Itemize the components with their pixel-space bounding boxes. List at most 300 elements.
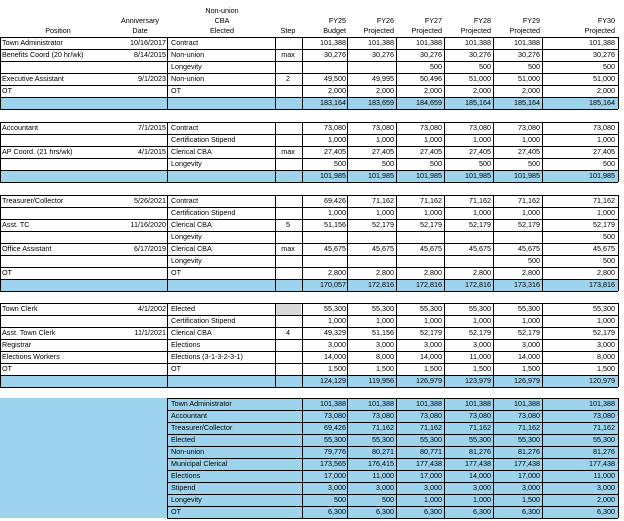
- fy26-summary-cell[interactable]: 101,388: [368, 399, 394, 408]
- position-cell[interactable]: [2, 158, 114, 170]
- fy30-cell[interactable]: 101,388: [589, 38, 615, 47]
- position-cell[interactable]: Accountant: [2, 123, 38, 132]
- position-cell[interactable]: Office Assistant: [2, 244, 52, 253]
- position-cell[interactable]: [2, 61, 114, 73]
- fy28-summary-cell[interactable]: 81,276: [469, 447, 491, 456]
- fy27-total-cell[interactable]: 126,979: [416, 376, 442, 385]
- fy28-cell[interactable]: 51,000: [469, 74, 491, 83]
- step-cell[interactable]: 4: [286, 328, 290, 337]
- step-cell[interactable]: [276, 37, 300, 49]
- fy27-cell[interactable]: 500: [430, 62, 442, 71]
- cba-type-cell[interactable]: Longevity: [171, 232, 202, 241]
- anniversary-date-cell[interactable]: 9/1/2023: [138, 74, 166, 83]
- position-cell[interactable]: OT: [2, 86, 12, 95]
- fy30-cell[interactable]: 71,162: [593, 196, 615, 205]
- cba-type-cell[interactable]: Contract: [171, 123, 199, 132]
- fy26-summary-cell[interactable]: 71,162: [372, 423, 394, 432]
- fy29-cell[interactable]: 2,000: [522, 86, 540, 95]
- fy28-cell[interactable]: 2,800: [473, 268, 491, 277]
- fy27-cell[interactable]: 73,080: [420, 123, 442, 132]
- fy28-cell[interactable]: 1,000: [473, 135, 491, 144]
- cba-type-cell[interactable]: Elections (3-1-3-2-3-1): [171, 352, 243, 361]
- anniversary-date-cell[interactable]: [114, 207, 166, 219]
- position-cell[interactable]: Executive Assistant: [2, 74, 64, 83]
- fy30-cell[interactable]: 500: [603, 232, 615, 241]
- anniversary-date-cell[interactable]: [114, 315, 166, 327]
- step-cell[interactable]: [276, 85, 300, 97]
- step-cell[interactable]: [276, 339, 300, 351]
- fy29-cell[interactable]: 500: [528, 62, 540, 71]
- fy30-cell[interactable]: 51,000: [593, 74, 615, 83]
- anniversary-date-cell[interactable]: [114, 339, 166, 351]
- position-cell[interactable]: [2, 255, 114, 267]
- fy27-summary-cell[interactable]: 6,300: [424, 507, 442, 516]
- fy29-cell[interactable]: 1,500: [522, 364, 540, 373]
- step-cell[interactable]: 5: [286, 220, 290, 229]
- cba-type-cell[interactable]: Clerical CBA: [171, 147, 212, 156]
- fy30-summary-cell[interactable]: 71,162: [593, 423, 615, 432]
- cba-type-cell[interactable]: Contract: [171, 196, 199, 205]
- fy26-summary-cell[interactable]: 11,000: [372, 471, 394, 480]
- fy30-cell[interactable]: 1,000: [597, 208, 615, 217]
- fy27-total-cell[interactable]: 101,985: [416, 171, 442, 180]
- fy30-cell[interactable]: 52,179: [593, 328, 615, 337]
- fy27-cell[interactable]: 3,000: [424, 340, 442, 349]
- fy25-cell[interactable]: 73,080: [324, 123, 346, 132]
- anniversary-date-cell[interactable]: [114, 158, 166, 170]
- fy26-cell[interactable]: [349, 231, 394, 243]
- fy30-cell[interactable]: 73,080: [593, 123, 615, 132]
- fy27-cell[interactable]: 1,000: [424, 208, 442, 217]
- fy28-cell[interactable]: 52,179: [469, 328, 491, 337]
- fy29-total-cell[interactable]: 126,979: [514, 376, 540, 385]
- fy26-cell[interactable]: 30,276: [372, 50, 394, 59]
- fy28-cell[interactable]: 45,675: [469, 244, 491, 253]
- fy28-cell[interactable]: 73,080: [469, 123, 491, 132]
- fy30-cell[interactable]: 1,500: [597, 364, 615, 373]
- fy25-total-cell[interactable]: 183,164: [320, 98, 346, 107]
- anniversary-date-cell[interactable]: 6/17/2019: [134, 244, 166, 253]
- step-cell[interactable]: [276, 195, 300, 207]
- fy25-cell[interactable]: 1,500: [328, 364, 346, 373]
- step-cell[interactable]: 2: [286, 74, 290, 83]
- fy29-summary-cell[interactable]: 71,162: [518, 423, 540, 432]
- fy25-cell[interactable]: [304, 255, 346, 267]
- fy26-cell[interactable]: 73,080: [372, 123, 394, 132]
- position-cell[interactable]: OT: [2, 268, 12, 277]
- fy26-total-cell[interactable]: 101,985: [368, 171, 394, 180]
- fy30-cell[interactable]: 500: [603, 256, 615, 265]
- fy27-cell[interactable]: 30,276: [420, 50, 442, 59]
- fy28-summary-cell[interactable]: 71,162: [469, 423, 491, 432]
- fy27-cell[interactable]: 1,000: [424, 316, 442, 325]
- anniversary-date-cell[interactable]: [114, 351, 166, 363]
- anniversary-date-cell[interactable]: 11/16/2020: [130, 220, 166, 229]
- fy27-cell[interactable]: 50,496: [420, 74, 442, 83]
- fy25-total-cell[interactable]: 170,057: [320, 280, 346, 289]
- summary-label-cell[interactable]: Elected: [171, 435, 195, 444]
- fy30-summary-cell[interactable]: 101,388: [589, 399, 615, 408]
- anniversary-date-cell[interactable]: 11/1/2021: [134, 328, 166, 337]
- fy27-summary-cell[interactable]: 101,388: [416, 399, 442, 408]
- fy29-cell[interactable]: 500: [528, 159, 540, 168]
- fy28-cell[interactable]: 500: [479, 159, 491, 168]
- fy25-summary-cell[interactable]: 79,776: [324, 447, 346, 456]
- fy26-cell[interactable]: 500: [382, 159, 394, 168]
- anniversary-date-cell[interactable]: [114, 85, 166, 97]
- fy28-cell[interactable]: [445, 255, 491, 267]
- fy30-total-cell[interactable]: 101,985: [589, 171, 615, 180]
- fy29-cell[interactable]: [494, 231, 540, 243]
- fy25-cell[interactable]: 51,156: [324, 220, 346, 229]
- step-cell[interactable]: max: [281, 50, 295, 59]
- fy27-cell[interactable]: 1,000: [424, 135, 442, 144]
- fy29-cell[interactable]: 101,388: [514, 38, 540, 47]
- fy25-cell[interactable]: 27,405: [324, 147, 346, 156]
- fy30-total-cell[interactable]: 185,164: [589, 98, 615, 107]
- fy29-cell[interactable]: 45,675: [518, 244, 540, 253]
- fy30-summary-cell[interactable]: 73,080: [593, 411, 615, 420]
- fy26-cell[interactable]: 2,800: [376, 268, 394, 277]
- fy29-summary-cell[interactable]: 1,500: [522, 495, 540, 504]
- fy28-cell[interactable]: 500: [479, 62, 491, 71]
- fy30-total-cell[interactable]: 173,816: [589, 280, 615, 289]
- fy26-cell[interactable]: 1,500: [376, 364, 394, 373]
- cba-type-cell[interactable]: Certification Stipend: [171, 316, 236, 325]
- fy26-total-cell[interactable]: 172,816: [368, 280, 394, 289]
- fy28-cell[interactable]: 3,000: [473, 340, 491, 349]
- step-cell[interactable]: [276, 315, 300, 327]
- fy28-summary-cell[interactable]: 101,388: [465, 399, 491, 408]
- position-cell[interactable]: OT: [2, 364, 12, 373]
- fy26-cell[interactable]: 3,000: [376, 340, 394, 349]
- fy25-cell[interactable]: 1,000: [328, 135, 346, 144]
- position-cell[interactable]: Elections Workers: [2, 352, 60, 361]
- fy29-cell[interactable]: 1,000: [522, 208, 540, 217]
- fy26-summary-cell[interactable]: 55,300: [372, 435, 394, 444]
- fy26-summary-cell[interactable]: 500: [382, 495, 394, 504]
- fy26-cell[interactable]: 1,000: [376, 135, 394, 144]
- fy30-summary-cell[interactable]: 177,438: [589, 459, 615, 468]
- fy29-cell[interactable]: 52,179: [518, 328, 540, 337]
- cba-type-cell[interactable]: Longevity: [171, 62, 202, 71]
- fy26-summary-cell[interactable]: 3,000: [376, 483, 394, 492]
- cba-type-cell[interactable]: Non-union: [171, 74, 205, 83]
- cba-type-cell[interactable]: Elections: [171, 340, 201, 349]
- fy25-cell[interactable]: 49,329: [324, 328, 346, 337]
- fy28-summary-cell[interactable]: 14,000: [469, 471, 491, 480]
- fy30-cell[interactable]: 500: [603, 159, 615, 168]
- cba-type-cell[interactable]: Non-union: [171, 50, 205, 59]
- fy29-summary-cell[interactable]: 73,080: [518, 411, 540, 420]
- fy25-cell[interactable]: 55,300: [324, 304, 346, 313]
- fy28-cell[interactable]: 55,300: [469, 304, 491, 313]
- fy25-cell[interactable]: 1,000: [328, 316, 346, 325]
- fy25-cell[interactable]: 1,000: [328, 208, 346, 217]
- fy25-summary-cell[interactable]: 55,300: [324, 435, 346, 444]
- step-cell[interactable]: [276, 122, 300, 134]
- cba-type-cell[interactable]: OT: [171, 86, 181, 95]
- fy30-cell[interactable]: 8,000: [597, 352, 615, 361]
- fy27-summary-cell[interactable]: 17,000: [420, 471, 442, 480]
- fy28-summary-cell[interactable]: 6,300: [473, 507, 491, 516]
- fy28-cell[interactable]: 1,000: [473, 316, 491, 325]
- fy25-summary-cell[interactable]: 101,388: [320, 399, 346, 408]
- cba-type-cell[interactable]: OT: [171, 364, 181, 373]
- fy25-summary-cell[interactable]: 69,426: [324, 423, 346, 432]
- fy26-cell[interactable]: 55,300: [372, 304, 394, 313]
- fy30-cell[interactable]: 500: [603, 62, 615, 71]
- fy25-summary-cell[interactable]: 6,300: [328, 507, 346, 516]
- fy29-cell[interactable]: 1,000: [522, 135, 540, 144]
- fy29-cell[interactable]: 500: [528, 256, 540, 265]
- fy30-cell[interactable]: 55,300: [593, 304, 615, 313]
- summary-label-cell[interactable]: OT: [171, 507, 181, 516]
- fy29-summary-cell[interactable]: 81,276: [518, 447, 540, 456]
- fy27-summary-cell[interactable]: 1,000: [424, 495, 442, 504]
- fy29-total-cell[interactable]: 101,985: [514, 171, 540, 180]
- fy27-total-cell[interactable]: 172,816: [416, 280, 442, 289]
- fy25-total-cell[interactable]: 124,129: [320, 376, 346, 385]
- fy29-cell[interactable]: 71,162: [518, 196, 540, 205]
- fy27-cell[interactable]: 52,179: [420, 328, 442, 337]
- fy29-total-cell[interactable]: 173,316: [514, 280, 540, 289]
- fy29-cell[interactable]: 2,800: [522, 268, 540, 277]
- position-cell[interactable]: Registrar: [2, 340, 32, 349]
- fy27-cell[interactable]: 52,179: [420, 220, 442, 229]
- fy27-total-cell[interactable]: 184,659: [416, 98, 442, 107]
- fy30-summary-cell[interactable]: 3,000: [597, 483, 615, 492]
- fy29-cell[interactable]: 30,276: [518, 50, 540, 59]
- fy28-summary-cell[interactable]: 55,300: [469, 435, 491, 444]
- fy27-cell[interactable]: 14,000: [420, 352, 442, 361]
- fy26-cell[interactable]: 27,405: [372, 147, 394, 156]
- cba-type-cell[interactable]: Certification Stipend: [171, 135, 236, 144]
- fy28-cell[interactable]: 27,405: [469, 147, 491, 156]
- fy26-cell[interactable]: 51,156: [372, 328, 394, 337]
- fy28-cell[interactable]: 1,000: [473, 208, 491, 217]
- anniversary-date-cell[interactable]: 4/1/2002: [138, 304, 166, 313]
- fy26-total-cell[interactable]: 183,659: [368, 98, 394, 107]
- fy30-cell[interactable]: 1,000: [597, 316, 615, 325]
- fy25-cell[interactable]: 14,000: [324, 352, 346, 361]
- position-cell[interactable]: AP Coord. (21 hrs/wk): [2, 147, 73, 156]
- fy26-summary-cell[interactable]: 73,080: [372, 411, 394, 420]
- fy29-total-cell[interactable]: 185,164: [514, 98, 540, 107]
- fy27-cell[interactable]: [397, 231, 442, 243]
- cba-type-cell[interactable]: Clerical CBA: [171, 244, 212, 253]
- step-cell[interactable]: [276, 231, 300, 243]
- fy28-cell[interactable]: 52,179: [469, 220, 491, 229]
- step-cell[interactable]: [276, 158, 300, 170]
- fy29-cell[interactable]: 52,179: [518, 220, 540, 229]
- fy27-summary-cell[interactable]: 73,080: [420, 411, 442, 420]
- fy28-total-cell[interactable]: 123,979: [465, 376, 491, 385]
- cba-type-cell[interactable]: Clerical CBA: [171, 220, 212, 229]
- fy28-total-cell[interactable]: 101,985: [465, 171, 491, 180]
- summary-label-cell[interactable]: Treasurer/Collector: [171, 423, 233, 432]
- step-cell[interactable]: max: [281, 244, 295, 253]
- fy27-cell[interactable]: 1,500: [424, 364, 442, 373]
- fy25-cell[interactable]: 49,500: [324, 74, 346, 83]
- fy29-cell[interactable]: 3,000: [522, 340, 540, 349]
- fy27-summary-cell[interactable]: 80,771: [420, 447, 442, 456]
- summary-label-cell[interactable]: Town Administrator: [171, 399, 232, 408]
- fy26-summary-cell[interactable]: 6,300: [376, 507, 394, 516]
- step-cell[interactable]: [276, 363, 300, 375]
- fy25-cell[interactable]: [304, 231, 346, 243]
- fy28-total-cell[interactable]: 185,164: [465, 98, 491, 107]
- anniversary-date-cell[interactable]: [114, 134, 166, 146]
- fy28-cell[interactable]: 1,500: [473, 364, 491, 373]
- step-cell[interactable]: [276, 303, 300, 315]
- anniversary-date-cell[interactable]: 4/1/2015: [138, 147, 166, 156]
- fy25-summary-cell[interactable]: 17,000: [324, 471, 346, 480]
- position-cell[interactable]: [2, 231, 114, 243]
- position-cell[interactable]: Town Administrator: [2, 38, 63, 47]
- fy30-cell[interactable]: 2,800: [597, 268, 615, 277]
- fy25-cell[interactable]: [304, 61, 346, 73]
- fy30-summary-cell[interactable]: 81,276: [593, 447, 615, 456]
- fy28-summary-cell[interactable]: 73,080: [469, 411, 491, 420]
- fy27-summary-cell[interactable]: 177,438: [416, 459, 442, 468]
- fy30-summary-cell[interactable]: 55,300: [593, 435, 615, 444]
- fy28-cell[interactable]: 2,000: [473, 86, 491, 95]
- step-cell[interactable]: [276, 351, 300, 363]
- fy27-cell[interactable]: [397, 255, 442, 267]
- fy25-cell[interactable]: 3,000: [328, 340, 346, 349]
- cba-type-cell[interactable]: Elected: [171, 304, 195, 313]
- fy25-cell[interactable]: 45,675: [324, 244, 346, 253]
- step-cell[interactable]: [276, 134, 300, 146]
- fy26-cell[interactable]: 45,675: [372, 244, 394, 253]
- fy28-cell[interactable]: 101,388: [465, 38, 491, 47]
- fy25-total-cell[interactable]: 101,985: [320, 171, 346, 180]
- fy29-cell[interactable]: 55,300: [518, 304, 540, 313]
- fy25-summary-cell[interactable]: 500: [334, 495, 346, 504]
- cba-type-cell[interactable]: OT: [171, 268, 181, 277]
- anniversary-date-cell[interactable]: [114, 231, 166, 243]
- fy26-summary-cell[interactable]: 80,271: [372, 447, 394, 456]
- cba-type-cell[interactable]: Clerical CBA: [171, 328, 212, 337]
- fy26-cell[interactable]: 52,179: [372, 220, 394, 229]
- fy29-cell[interactable]: 51,000: [518, 74, 540, 83]
- fy28-cell[interactable]: 11,000: [469, 352, 491, 361]
- cba-type-cell[interactable]: Longevity: [171, 159, 202, 168]
- fy26-cell[interactable]: 2,000: [376, 86, 394, 95]
- fy30-summary-cell[interactable]: 11,000: [593, 471, 615, 480]
- fy26-cell[interactable]: 1,000: [376, 316, 394, 325]
- position-cell[interactable]: [2, 207, 114, 219]
- step-cell[interactable]: max: [281, 147, 295, 156]
- fy28-summary-cell[interactable]: 1,000: [473, 495, 491, 504]
- fy30-cell[interactable]: 45,675: [593, 244, 615, 253]
- fy26-cell[interactable]: 1,000: [376, 208, 394, 217]
- fy28-summary-cell[interactable]: 3,000: [473, 483, 491, 492]
- fy29-summary-cell[interactable]: 17,000: [518, 471, 540, 480]
- fy25-cell[interactable]: 2,800: [328, 268, 346, 277]
- fy28-summary-cell[interactable]: 177,438: [465, 459, 491, 468]
- fy25-cell[interactable]: 101,388: [320, 38, 346, 47]
- fy29-summary-cell[interactable]: 3,000: [522, 483, 540, 492]
- fy26-cell[interactable]: 101,388: [368, 38, 394, 47]
- step-cell[interactable]: [276, 207, 300, 219]
- fy25-cell[interactable]: 2,000: [328, 86, 346, 95]
- fy30-cell[interactable]: 3,000: [597, 340, 615, 349]
- position-cell[interactable]: Asst. TC: [2, 220, 30, 229]
- fy28-cell[interactable]: [445, 231, 491, 243]
- step-cell[interactable]: [276, 267, 300, 279]
- fy25-cell[interactable]: 30,276: [324, 50, 346, 59]
- summary-label-cell[interactable]: Elections: [171, 471, 201, 480]
- fy30-total-cell[interactable]: 120,979: [589, 376, 615, 385]
- fy28-cell[interactable]: 71,162: [469, 196, 491, 205]
- fy29-cell[interactable]: 1,000: [522, 316, 540, 325]
- fy30-cell[interactable]: 30,276: [593, 50, 615, 59]
- fy25-summary-cell[interactable]: 3,000: [328, 483, 346, 492]
- summary-label-cell[interactable]: Longevity: [171, 495, 202, 504]
- fy27-summary-cell[interactable]: 3,000: [424, 483, 442, 492]
- cba-type-cell[interactable]: Longevity: [171, 256, 202, 265]
- step-cell[interactable]: [276, 255, 300, 267]
- anniversary-date-cell[interactable]: [114, 255, 166, 267]
- fy30-summary-cell[interactable]: 6,300: [597, 507, 615, 516]
- fy27-cell[interactable]: 27,405: [420, 147, 442, 156]
- fy29-summary-cell[interactable]: 55,300: [518, 435, 540, 444]
- fy26-summary-cell[interactable]: 176,415: [368, 459, 394, 468]
- anniversary-date-cell[interactable]: [114, 61, 166, 73]
- position-cell[interactable]: [2, 134, 114, 146]
- fy30-cell[interactable]: 1,000: [597, 135, 615, 144]
- anniversary-date-cell[interactable]: 10/16/2017: [130, 38, 166, 47]
- summary-label-cell[interactable]: Stipend: [171, 483, 196, 492]
- fy26-cell[interactable]: 8,000: [376, 352, 394, 361]
- summary-label-cell[interactable]: Non-union: [171, 447, 205, 456]
- fy27-cell[interactable]: 500: [430, 159, 442, 168]
- fy25-cell[interactable]: 69,426: [324, 196, 346, 205]
- fy29-summary-cell[interactable]: 101,388: [514, 399, 540, 408]
- fy29-cell[interactable]: 27,405: [518, 147, 540, 156]
- fy25-summary-cell[interactable]: 73,080: [324, 411, 346, 420]
- position-cell[interactable]: [2, 315, 114, 327]
- fy25-cell[interactable]: 500: [334, 159, 346, 168]
- fy26-total-cell[interactable]: 119,956: [368, 376, 394, 385]
- fy30-cell[interactable]: 2,000: [597, 86, 615, 95]
- summary-label-cell[interactable]: Municipal Clerical: [171, 459, 228, 468]
- fy27-cell[interactable]: 2,800: [424, 268, 442, 277]
- fy27-cell[interactable]: 55,300: [420, 304, 442, 313]
- anniversary-date-cell[interactable]: 7/1/2015: [138, 123, 166, 132]
- anniversary-date-cell[interactable]: 8/14/2015: [134, 50, 166, 59]
- fy26-cell[interactable]: 49,995: [372, 74, 394, 83]
- step-cell[interactable]: [276, 61, 300, 73]
- fy29-summary-cell[interactable]: 177,438: [514, 459, 540, 468]
- cba-type-cell[interactable]: Contract: [171, 38, 199, 47]
- fy27-cell[interactable]: 45,675: [420, 244, 442, 253]
- position-cell[interactable]: Benefits Coord (20 hr/wk): [2, 50, 84, 59]
- fy30-summary-cell[interactable]: 2,000: [597, 495, 615, 504]
- cba-type-cell[interactable]: Certification Stipend: [171, 208, 236, 217]
- anniversary-date-cell[interactable]: 5/26/2021: [134, 196, 166, 205]
- position-cell[interactable]: Town Clerk: [2, 304, 38, 313]
- fy29-cell[interactable]: 14,000: [518, 352, 540, 361]
- fy29-cell[interactable]: 73,080: [518, 123, 540, 132]
- fy29-summary-cell[interactable]: 6,300: [522, 507, 540, 516]
- fy30-cell[interactable]: 52,179: [593, 220, 615, 229]
- fy30-cell[interactable]: 27,405: [593, 147, 615, 156]
- fy27-summary-cell[interactable]: 55,300: [420, 435, 442, 444]
- fy26-cell[interactable]: 71,162: [372, 196, 394, 205]
